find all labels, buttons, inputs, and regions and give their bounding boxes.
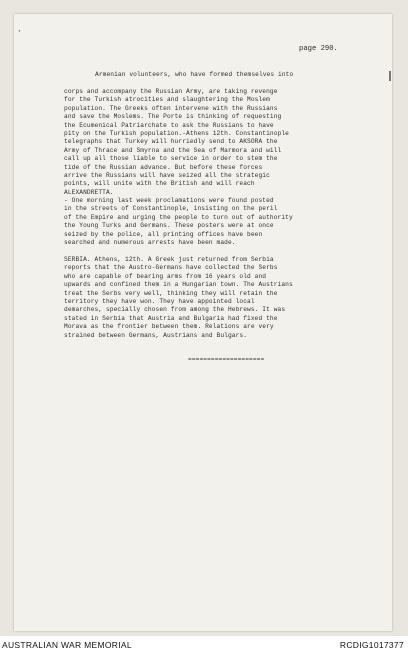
text-line: call up all those liable to service in order to stem the [64,155,278,163]
text-line: Morava as the frontier between them. Relations are very [64,323,274,331]
text-line: the Ecumenical Patriarchate to ask the Russians to have [64,121,274,129]
text-line: population. The Greeks often intervene with the Russians [64,104,278,112]
text-line: of the Empire and urging the people to turn out of authority [64,213,293,221]
separator-line: ==================== [188,356,265,363]
text-line: who are capable of bearing arms from 16 years old and [64,272,267,280]
text-line: arrive the Russians will have seized all the strategic [64,172,270,179]
text-line: points, will unite with the British and will reach [64,180,255,188]
text-line: corps and accompany the Russian Army, are taking revenge [64,88,278,95]
text-line: territory they have won. They have appointed local [64,298,255,305]
edge-mark [389,71,391,81]
pencil-mark: · [17,27,22,36]
page-number: page 290. [299,45,338,53]
text-line: Army of Thrace and Smyrna and the Sea of Marmora and will [64,146,282,154]
text-line: treat the Serbs very well, thinking they will retain the [64,289,278,297]
text-line: the Young Turks and Germans. These posters were at once [64,222,274,230]
text-line: - One morning last week proclamations were found posted [64,197,274,204]
text-line: searched and numerous arrests have been made. [64,239,236,246]
footer-institution: AUSTRALIAN WAR MEMORIAL [2,640,132,650]
text-line: strained between Germans, Austrians and Bulgars. [64,331,248,339]
text-line: stated in Serbia that Austria and Bulgaria had fixed the [64,314,278,322]
text-line: and save the Moslems. The Porte is thinking of requesting [64,113,282,121]
footer-identifier: RCDIG1017377 [339,640,404,650]
intro-line: Armenian volunteers, who have formed themselves into [95,71,294,78]
text-line: pity on the Turkish population.-Athens 12th. Constantinople [64,130,289,137]
text-line: demarches, specially chosen from among the Hebrews. It was [64,306,286,314]
text-line: reports that the Austro-Germans have collected the Serbs [64,264,278,272]
text-line: SERBIA. Athens, 12th. A Greek just returned from Serbia [64,256,274,263]
text-line: telegraphs that Turkey will hurriedly send to AKSORA the [64,138,278,146]
text-line: upwards and confined them in a Hungarian town. The Austrians [64,281,293,289]
text-line: in the streets of Constantinople, insisting on the peril [64,205,278,213]
text-line: seized by the police, all printing offices have been [64,230,263,238]
text-line: ALEXANDRETTA. [64,188,114,196]
text-line: tide of the Russian advance. But before these forces [64,163,263,171]
text-line: for the Turkish atrocities and slaughtering the Moslem [64,96,270,104]
